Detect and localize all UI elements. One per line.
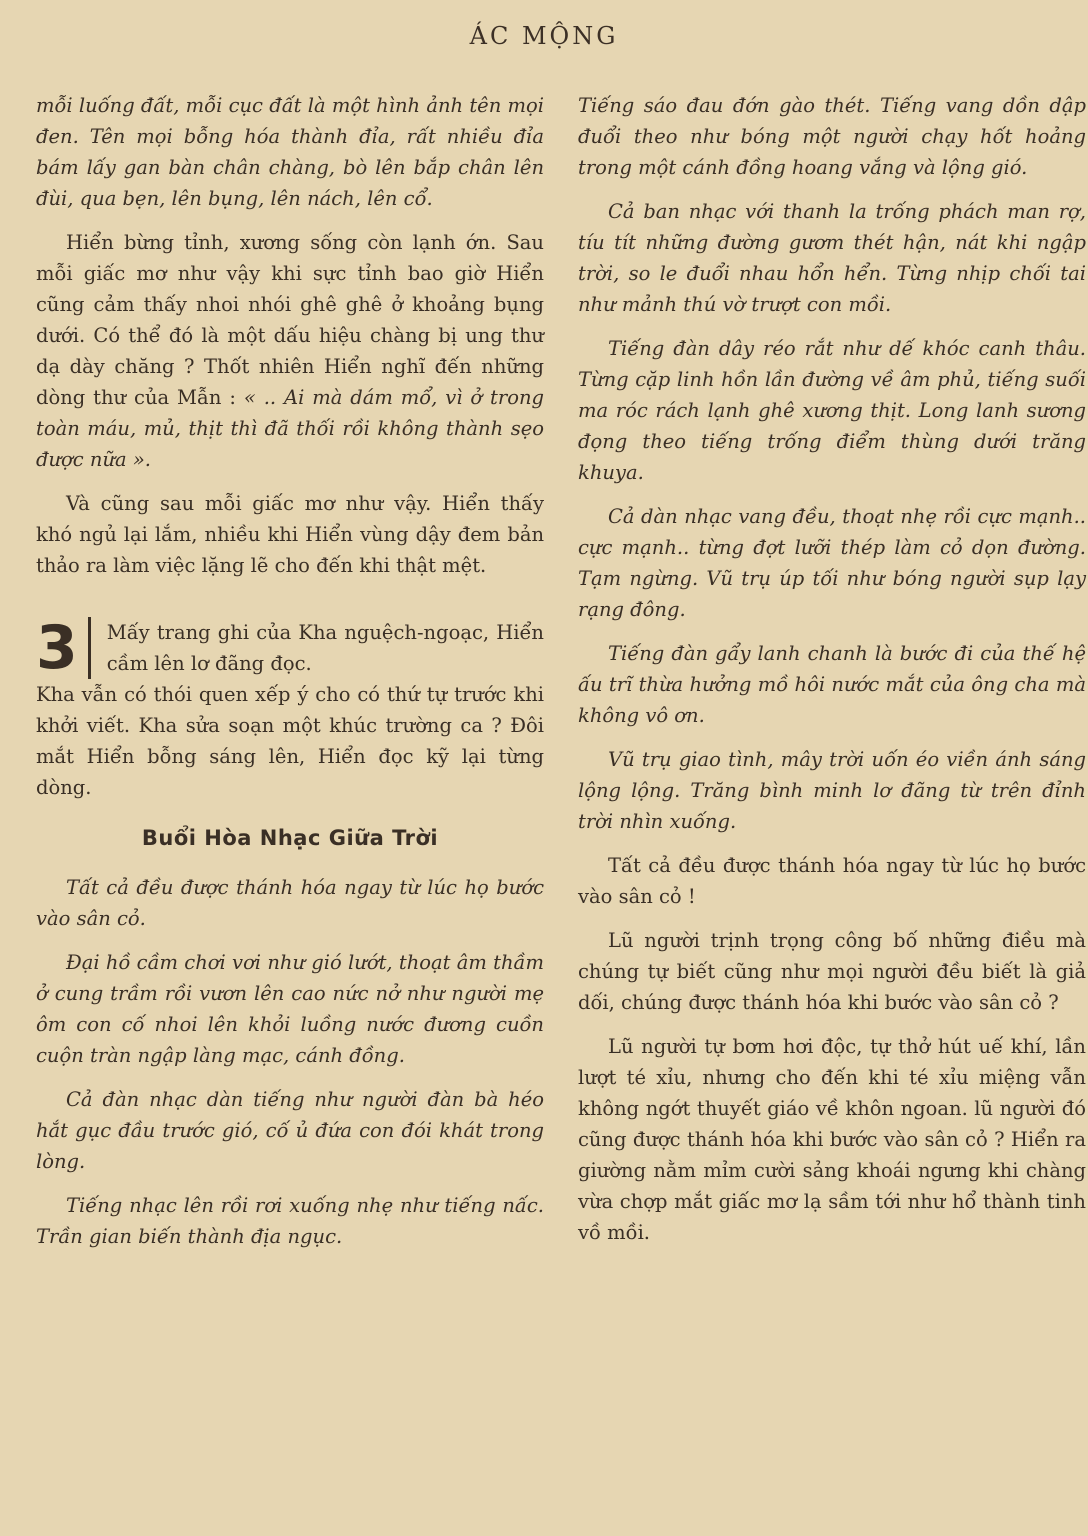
paragraph: Vũ trụ giao tình, mây trời uốn éo viền ánh sáng lộng lộng. Trăng bình minh lơ đãng từ trên đỉnh trời nhìn xuống. [578,748,1086,833]
paragraph: Tiếng đàn gẩy lanh chanh là bước đi của thế hệ ấu trĩ thừa hưởng mồ hôi nước mắt của ông cha mà không vô ơn. [578,642,1086,727]
paragraph: Tiếng sáo đau đớn gào thét. Tiếng vang dồn dập đuổi theo như bóng một người chạy hốt hoảng trong một cánh đồng hoang vắng và lộng gió. [578,94,1086,179]
paragraph: Cả ban nhạc với thanh la trống phách man rợ, tíu tít những đường gươm thét hận, nát khi ngập trời, so le đuổi nhau hổn hển. Từng nhịp chối tai như mảnh thú vờ trượt con mồi. [578,200,1086,316]
right-column [578,90,1086,1261]
paragraph: Kha vẫn có thói quen xếp ý cho có thứ tự trước khi khởi viết. Kha sửa soạn một khúc trường ca ? Đôi mắt Hiển bỗng sáng lên, Hiển đọc kỹ lại từng dòng. [36,683,544,799]
paragraph: Tất cả đều được thánh hóa ngay từ lúc họ bước vào sân cỏ. [36,876,544,930]
section-lead-text: Mấy trang ghi của Kha nguệch-ngoạc, Hiển cầm lên lơ đãng đọc. [106,621,544,675]
paragraph-text: Hiển bừng tỉnh, xương sống còn lạnh ớn. Sau mỗi giấc mơ như vậy khi sực tỉnh bao giờ Hiển cũng cảm thấy nhoi nhói ghê ghê ở khoảng bụng dưới. Có thể đó là một dấu hiệu chàng bị ung thư dạ dày chăng ? Thốt nhiên Hiển nghĩ đến những dòng thư của Mẫn : [36,231,544,409]
section-number: 3 [36,617,91,679]
subtitle: Buổi Hòa Nhạc Giữa Trời [141,826,439,850]
page-header: ÁC MỘNG [469,22,619,50]
paragraph: Đại hồ cầm chơi vơi như gió lướt, thoạt âm thầm ở cung trầm rồi vươn lên cao nức nở như người mẹ ôm con cố nhoi lên khỏi luồng nước đương cuồn cuộn tràn ngập làng mạc, cánh đồng. [36,951,544,1067]
quote-text: « .. Ai mà dám mổ, vì ở trong toàn máu, mủ, thịt thì đã thối rồi không thành sẹo được nữa ». [36,386,544,471]
section-3-lead [36,613,544,683]
paragraph: Và cũng sau mỗi giấc mơ như vậy. Hiển thấy khó ngủ lại lắm, nhiều khi Hiển vùng dậy đem bản thảo ra làm việc lặng lẽ cho đến khi thật mệt. [36,492,544,577]
paragraph [36,227,544,475]
paragraph: Cả đàn nhạc dàn tiếng như người đàn bà héo hắt gục đầu trước gió, cố ủ đứa con đói khát trong lòng. [36,1088,544,1173]
paragraph: Tiếng đàn dây réo rắt như dế khóc canh thâu. Từng cặp linh hồn lần đường về âm phủ, tiếng suối ma róc rách lạnh ghê xương thịt. Long lanh sương đọng theo tiếng trống điểm thùng dưới trăng khuya. [578,337,1086,484]
paragraph: Cả dàn nhạc vang đều, thoạt nhẹ rồi cực mạnh.. cực mạnh.. từng đợt lưỡi thép làm cỏ dọn đường. Tạm ngừng. Vũ trụ úp tối như bóng người sụp lạy rạng đông. [578,505,1086,621]
paragraph: Tiếng nhạc lên rồi rơi xuống nhẹ như tiếng nấc. Trần gian biến thành địa ngục. [36,1194,544,1248]
paragraph: Tất cả đều được thánh hóa ngay từ lúc họ bước vào sân cỏ ! [578,854,1086,908]
paragraph: Lũ người trịnh trọng công bố những điều mà chúng tự biết cũng như mọi người đều biết là giả dối, chúng được thánh hóa khi bước vào sân cỏ ? [578,929,1086,1014]
paragraph: mỗi luống đất, mỗi cục đất là một hình ảnh tên mọi đen. Tên mọi bỗng hóa thành đỉa, rất nhiều đỉa bám lấy gan bàn chân chàng, bò lên bắp chân lên đùi, qua bẹn, lên bụng, lên nách, lên cổ. [36,94,544,210]
paragraph: Lũ người tự bơm hơi độc, tự thở hút uế khí, lần lượt té xỉu, nhưng cho đến khi té xỉu miệng vẫn không ngớt thuyết giáo về khôn ngoan. lũ người đó cũng được thánh hóa khi bước vào sân cỏ ? Hiển ra giường nằm mỉm cười sảng khoái ngưng khi chàng vừa chợp mắt giấc mơ lạ sầm tới như hổ thành tinh vồ mồi. [578,1035,1086,1244]
left-column [36,90,544,1265]
